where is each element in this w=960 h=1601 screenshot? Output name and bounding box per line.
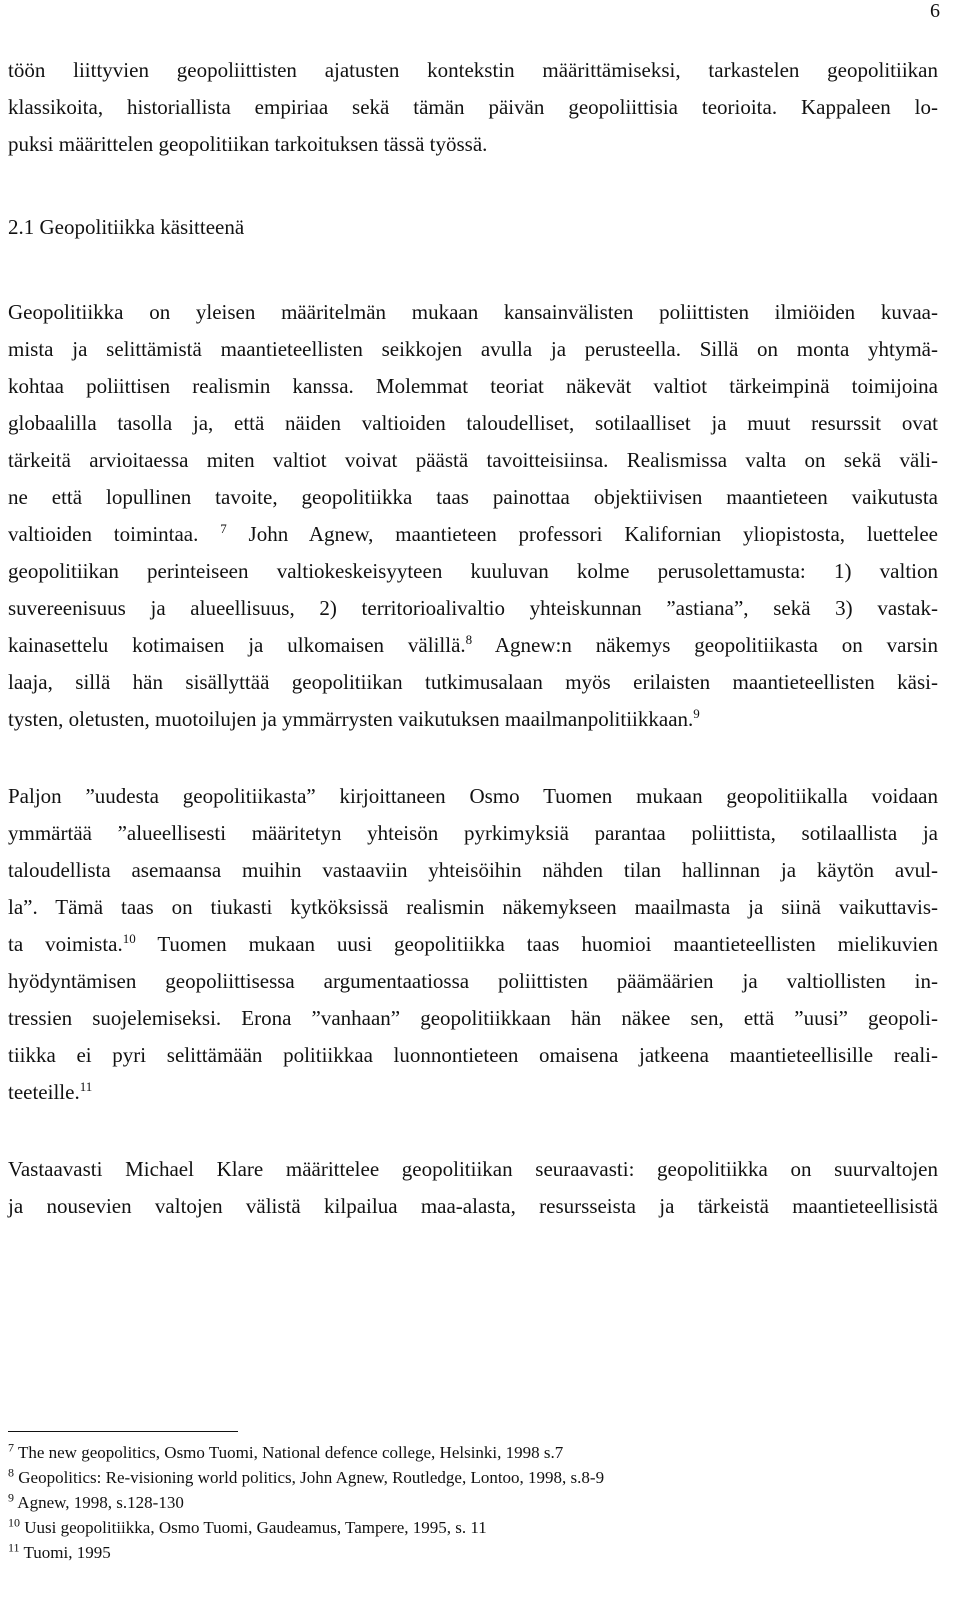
footnote-11 (8, 1540, 938, 1565)
line-text: ta voimista. (8, 932, 123, 956)
footnote-text: Uusi geopolitiikka, Osmo Tuomi, Gaudeamus, Tampere, 1995, s. 11 (20, 1518, 487, 1537)
footnote-ref-10[interactable]: 10 (122, 931, 136, 946)
text-line: ymmärtää ”alueellisesti määritetyn yhteisön pyrkimyksiä parantaa poliittista, sotilaallista ja (8, 821, 938, 845)
text-line: globaalilla tasolla ja, että näiden valtioiden taloudelliset, sotilaalliset ja muut resurssit ovat (8, 411, 938, 435)
footnote-text: Geopolitics: Re-visioning world politics, John Agnew, Routledge, Lontoo, 1998, s.8-9 (14, 1468, 605, 1487)
text-line: ne että lopullinen tavoite, geopolitiikka taas painottaa objektiivisen maantieteen vaikutusta (8, 485, 938, 509)
text-line: laaja, sillä hän sisällyttää geopolitiikan tutkimusalaan myös erilaisten maantieteellisten käsi- (8, 670, 938, 694)
line-text: valtioiden toimintaa. (8, 522, 199, 546)
paragraph-tuomi (8, 778, 938, 1111)
text-line (8, 701, 938, 738)
text-line: tressien suojelemiseksi. Erona ”vanhaan” geopolitiikkaan hän näkee sen, että ”uusi” geopoli- (8, 1006, 938, 1030)
footnote-ref-8[interactable]: 8 (465, 632, 473, 647)
footnote-number: 9 (8, 1490, 14, 1505)
text-line: kohtaa poliittisen realismin kanssa. Molemmat teoriat näkevät valtiot tärkeimpinä toimijoina (8, 374, 938, 398)
text-line: la”. Tämä taas on tiukasti kytköksissä realismin näkemykseen maailmasta ja siinä vaikuttavis- (8, 895, 938, 919)
paragraph-klare (8, 1151, 938, 1225)
paragraph-geopolitics-definition (8, 294, 938, 738)
footnote-number: 7 (8, 1440, 14, 1455)
document-body (8, 52, 938, 1225)
text-line: ja nousevien valtojen välistä kilpailua maa-alasta, resursseista ja tärkeistä maantieteellisistä (8, 1194, 938, 1218)
line-text: John Agnew, maantieteen professori Kalifornian yliopistosta, luettelee (226, 522, 939, 546)
text-line: puksi määrittelen geopolitiikan tarkoituksen tässä työssä. (8, 132, 488, 156)
footnotes (8, 1440, 938, 1565)
text-line: Paljon ”uudesta geopolitiikasta” kirjoittaneen Osmo Tuomen mukaan geopolitiikalla voidaan (8, 784, 938, 808)
text-line (8, 926, 938, 963)
footnote-number: 8 (8, 1465, 14, 1480)
footnote-ref-9[interactable]: 9 (693, 706, 700, 721)
footnote-text: Tuomi, 1995 (19, 1543, 111, 1562)
line-text: tysten, oletusten, muotoilujen ja ymmärrysten vaikutuksen maailmanpolitiikkaan. (8, 707, 694, 731)
text-line: tärkeitä arvioitaessa miten valtiot voivat päästä tavoitteisiinsa. Realismissa valta on sekä väli- (8, 448, 938, 472)
footnote-text: Agnew, 1998, s.128-130 (14, 1493, 184, 1512)
line-text: kainasettelu kotimaisen ja ulkomaisen välillä. (8, 633, 466, 657)
text-line: Geopolitiikka on yleisen määritelmän mukaan kansainvälisten poliittisten ilmiöiden kuvaa- (8, 300, 938, 324)
line-text: Tuomen mukaan uusi geopolitiikka taas huomioi maantieteellisten mielikuvien (135, 932, 938, 956)
footnote-text: The new geopolitics, Osmo Tuomi, National defence college, Helsinki, 1998 s.7 (14, 1443, 564, 1462)
text-line: töön liittyvien geopoliittisten ajatusten kontekstin määrittämiseksi, tarkastelen geopolitiikan (8, 58, 938, 82)
text-line: klassikoita, historiallista empiriaa sekä tämän päivän geopoliittisia teorioita. Kappaleen lo- (8, 95, 938, 119)
text-line: taloudellista asemaansa muihin vastaaviin yhteisöihin nähden tilan hallinnan ja käytön avul- (8, 858, 938, 882)
text-line: suvereenisuus ja alueellisuus, 2) territorioalivaltio yhteiskunnan ”astiana”, sekä 3) vastak- (8, 596, 938, 620)
footnote-separator (8, 1431, 238, 1432)
text-line (8, 1074, 938, 1111)
text-line: hyödyntämisen geopoliittisessa argumentaatiossa poliittisten päämäärien ja valtiollisten in- (8, 969, 938, 993)
text-line (8, 516, 938, 553)
line-text: Agnew:n näkemys geopolitiikasta on varsin (472, 633, 938, 657)
page-number: 6 (930, 0, 940, 22)
footnote-8 (8, 1465, 938, 1490)
footnote-7 (8, 1440, 938, 1465)
footnote-ref-11[interactable]: 11 (79, 1079, 93, 1094)
footnote-9 (8, 1490, 938, 1515)
footnote-number: 11 (8, 1540, 20, 1555)
text-line: geopolitiikan perinteiseen valtiokeskeisyyteen kuuluvan kolme perusolettamusta: 1) valtion (8, 559, 938, 583)
line-text: teeteille. (8, 1080, 80, 1104)
text-line (8, 627, 938, 664)
footnote-number: 10 (8, 1515, 20, 1530)
section-heading: 2.1 Geopolitiikka käsitteenä (8, 215, 245, 239)
text-line: mista ja selittämistä maantieteellisten seikkojen avulla ja perusteella. Sillä on monta yhtymä- (8, 337, 938, 361)
text-line: Vastaavasti Michael Klare määrittelee geopolitiikan seuraavasti: geopolitiikka on suurvaltojen (8, 1157, 938, 1181)
footnote-10 (8, 1515, 938, 1540)
footnote-ref-7[interactable]: 7 (220, 521, 227, 536)
text-line: tiikka ei pyri selittämään politiikkaa luonnontieteen omaisena jatkeena maantieteellisille reali- (8, 1043, 938, 1067)
intro-paragraph (8, 52, 938, 163)
